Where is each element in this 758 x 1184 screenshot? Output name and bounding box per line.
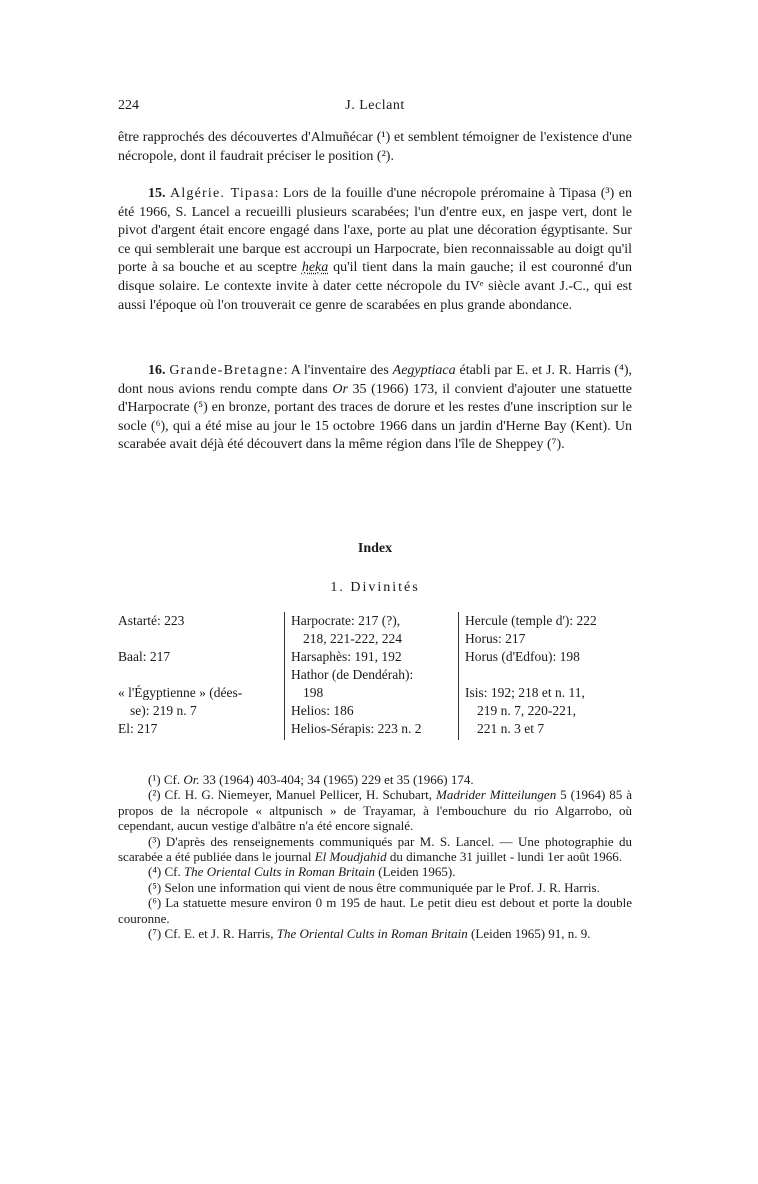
section-number: 16. (148, 363, 166, 378)
paragraph-16 (118, 362, 632, 455)
index-entry: Astarté: 223 (118, 613, 185, 628)
page-header (118, 98, 632, 118)
footnote-mark: (³) (148, 833, 161, 849)
index-title: Index (357, 541, 393, 556)
footnote-mark: (¹) (148, 772, 161, 787)
running-head: J. Leclant (345, 98, 405, 113)
index-entry-continuation: 218, 221-222, 224 (303, 631, 402, 646)
footnote-italic: Madrider Mitteilungen (435, 787, 557, 803)
footnote-mark: (⁵) (148, 879, 162, 895)
footnote-text: Cf. E. et J. R. Harris, (161, 926, 277, 942)
paragraph-15 (118, 185, 632, 315)
footnote-text: Cf. (160, 772, 184, 787)
footnote-text: du dimanche 31 juillet - lundi 1er août 1966. (386, 849, 622, 865)
index-entry: Helios-Sérapis: 223 n. 2 (291, 721, 422, 736)
paragraph-text: établi par E. et J. R. Harris (⁴), dont nous avions rendu compte dans (118, 363, 633, 397)
paragraph-text: : A l'inventaire des (283, 363, 393, 378)
footnote-italic: The Oriental Cults in Roman Britain (183, 864, 375, 880)
footnote-text: 33 (1964) 403-404; 34 (1965) 229 et 35 (1966) 174. (199, 772, 474, 787)
footnote-5 (118, 880, 632, 895)
paragraph-continuation: être rapprochés des découvertes d'Almuñécar (¹) et semblent témoigner de l'existence d'une nécropole, dont il faudrait préciser le position (²). (118, 130, 632, 164)
footnote-mark: (⁴) (148, 864, 162, 880)
index-entry: Horus (d'Edfou): 198 (465, 649, 580, 664)
footnote-text: (Leiden 1965). (375, 864, 456, 880)
section-number: 15. (148, 186, 166, 201)
index-entry-continuation: se): 219 n. 7 (130, 703, 197, 718)
index-entry-continuation: 221 n. 3 et 7 (477, 721, 545, 736)
footnote-mark: (⁷) (148, 926, 162, 942)
term-aegyptiaca: Aegyptiaca (392, 363, 456, 378)
footnote-italic: Or. (183, 772, 200, 787)
index-entry: Hercule (temple d'): 222 (465, 613, 597, 628)
index-entry: Isis: 192; 218 et n. 11, (465, 685, 585, 700)
footnote-7 (118, 926, 632, 941)
century: IVᵉ (465, 278, 484, 294)
index-entry-continuation: 219 n. 7, 220-221, (477, 703, 576, 718)
index-entry: « l'Égyptienne » (dées- (118, 685, 243, 700)
index-entry: Horus: 217 (465, 631, 526, 646)
footnote-6 (118, 895, 632, 926)
footnote-text: La statuette mesure environ 0 m 195 de haut. Le petit dieu est debout et porte la double couronne. (118, 895, 632, 926)
index-entry: Baal: 217 (118, 649, 171, 664)
place-name: Grande-Bretagne (169, 363, 284, 378)
footnote-mark: (²) (148, 787, 161, 803)
index-entry: Hathor (de Dendérah): (291, 667, 414, 682)
footnote-text: 5 (1964) 85 à propos de la nécropole « altpunisch » de Trayamar, à l'embouchure du rio Algarrobo, où cependant, aucun vestige d'albâtre n'a été encore signalé. (118, 787, 632, 834)
footnote-text: D'après des renseignements communiqués par M. S. Lancel. — Une photographie du scarabée a été publiée dans le journal (118, 833, 632, 865)
page-number: 224 (118, 98, 139, 113)
index-entry: Harsaphès: 191, 192 (291, 649, 402, 664)
index-entry: El: 217 (118, 721, 158, 736)
place-name: Algérie. Tipasa (170, 186, 275, 201)
footnotes (118, 772, 632, 941)
paragraph-text: qu'il tient dans la main gauche; il est couronné d'un disque solaire. Le contexte invite à dater cette nécropole du (118, 260, 632, 294)
paragraph-text: 35 (1966) 173, il convient d'ajouter une statuette d'Harpocrate (⁵) en bronze, portant des traces de dorure et les restes d'une inscription sur le socle (⁶), qui a été mise au jour le 15 octobre 1966 dans un jardin d'Herne Bay (Kent). Un scarabée avait déjà été découvert dans la même région dans l'île de Sheppey (⁷). (118, 381, 632, 453)
index-section-title: 1. Divinités (330, 580, 420, 595)
index-entry: Helios: 186 (291, 703, 354, 718)
footnote-1 (118, 772, 632, 787)
index-column-1 (118, 612, 276, 738)
footnote-text: (Leiden 1965) 91, n. 9. (467, 926, 591, 942)
footnote-3 (118, 834, 632, 865)
footnote-italic: El Moudjahid (314, 849, 387, 865)
index-entry-continuation: 198 (303, 685, 324, 700)
footnote-text: Cf. (161, 864, 184, 880)
footnote-text: Selon une information qui vient de nous être communiquée par le Prof. J. R. Harris. (161, 879, 600, 895)
term-heka: ḥeḳa (301, 260, 329, 276)
index-entry: Harpocrate: 217 (?), (291, 613, 401, 628)
paragraph-text: siècle avant J.-C., qui est aussi l'époque où l'on trouverait ce genre de scarabées en plus grande abondance. (118, 278, 633, 313)
footnote-2 (118, 787, 632, 833)
footnote-italic: The Oriental Cults in Roman Britain (276, 926, 468, 942)
journal-abbrev: Or (332, 381, 348, 397)
index-column-2 (284, 612, 459, 740)
index-column-3 (458, 612, 641, 740)
footnote-text: Cf. H. G. Niemeyer, Manuel Pellicer, H. Schubart, (160, 787, 436, 803)
footnote-mark: (⁶) (148, 895, 162, 911)
paragraph-text: : Lors de la fouille d'une nécropole préromaine à Tipasa (³) en été 1966, S. Lancel a recueilli plusieurs scarabées; l'un d'entre eux, en jaspe vert, dont le pivot d'argent était encore engagé dans l'axe, porte au plat une décoration égyptisante. Sur ce qui semblerait une barque est accroupi un Harpocrate, bien reconnaissable au doigt qu'il porte à sa bouche et au sceptre (118, 186, 632, 276)
footnote-4 (118, 864, 632, 879)
